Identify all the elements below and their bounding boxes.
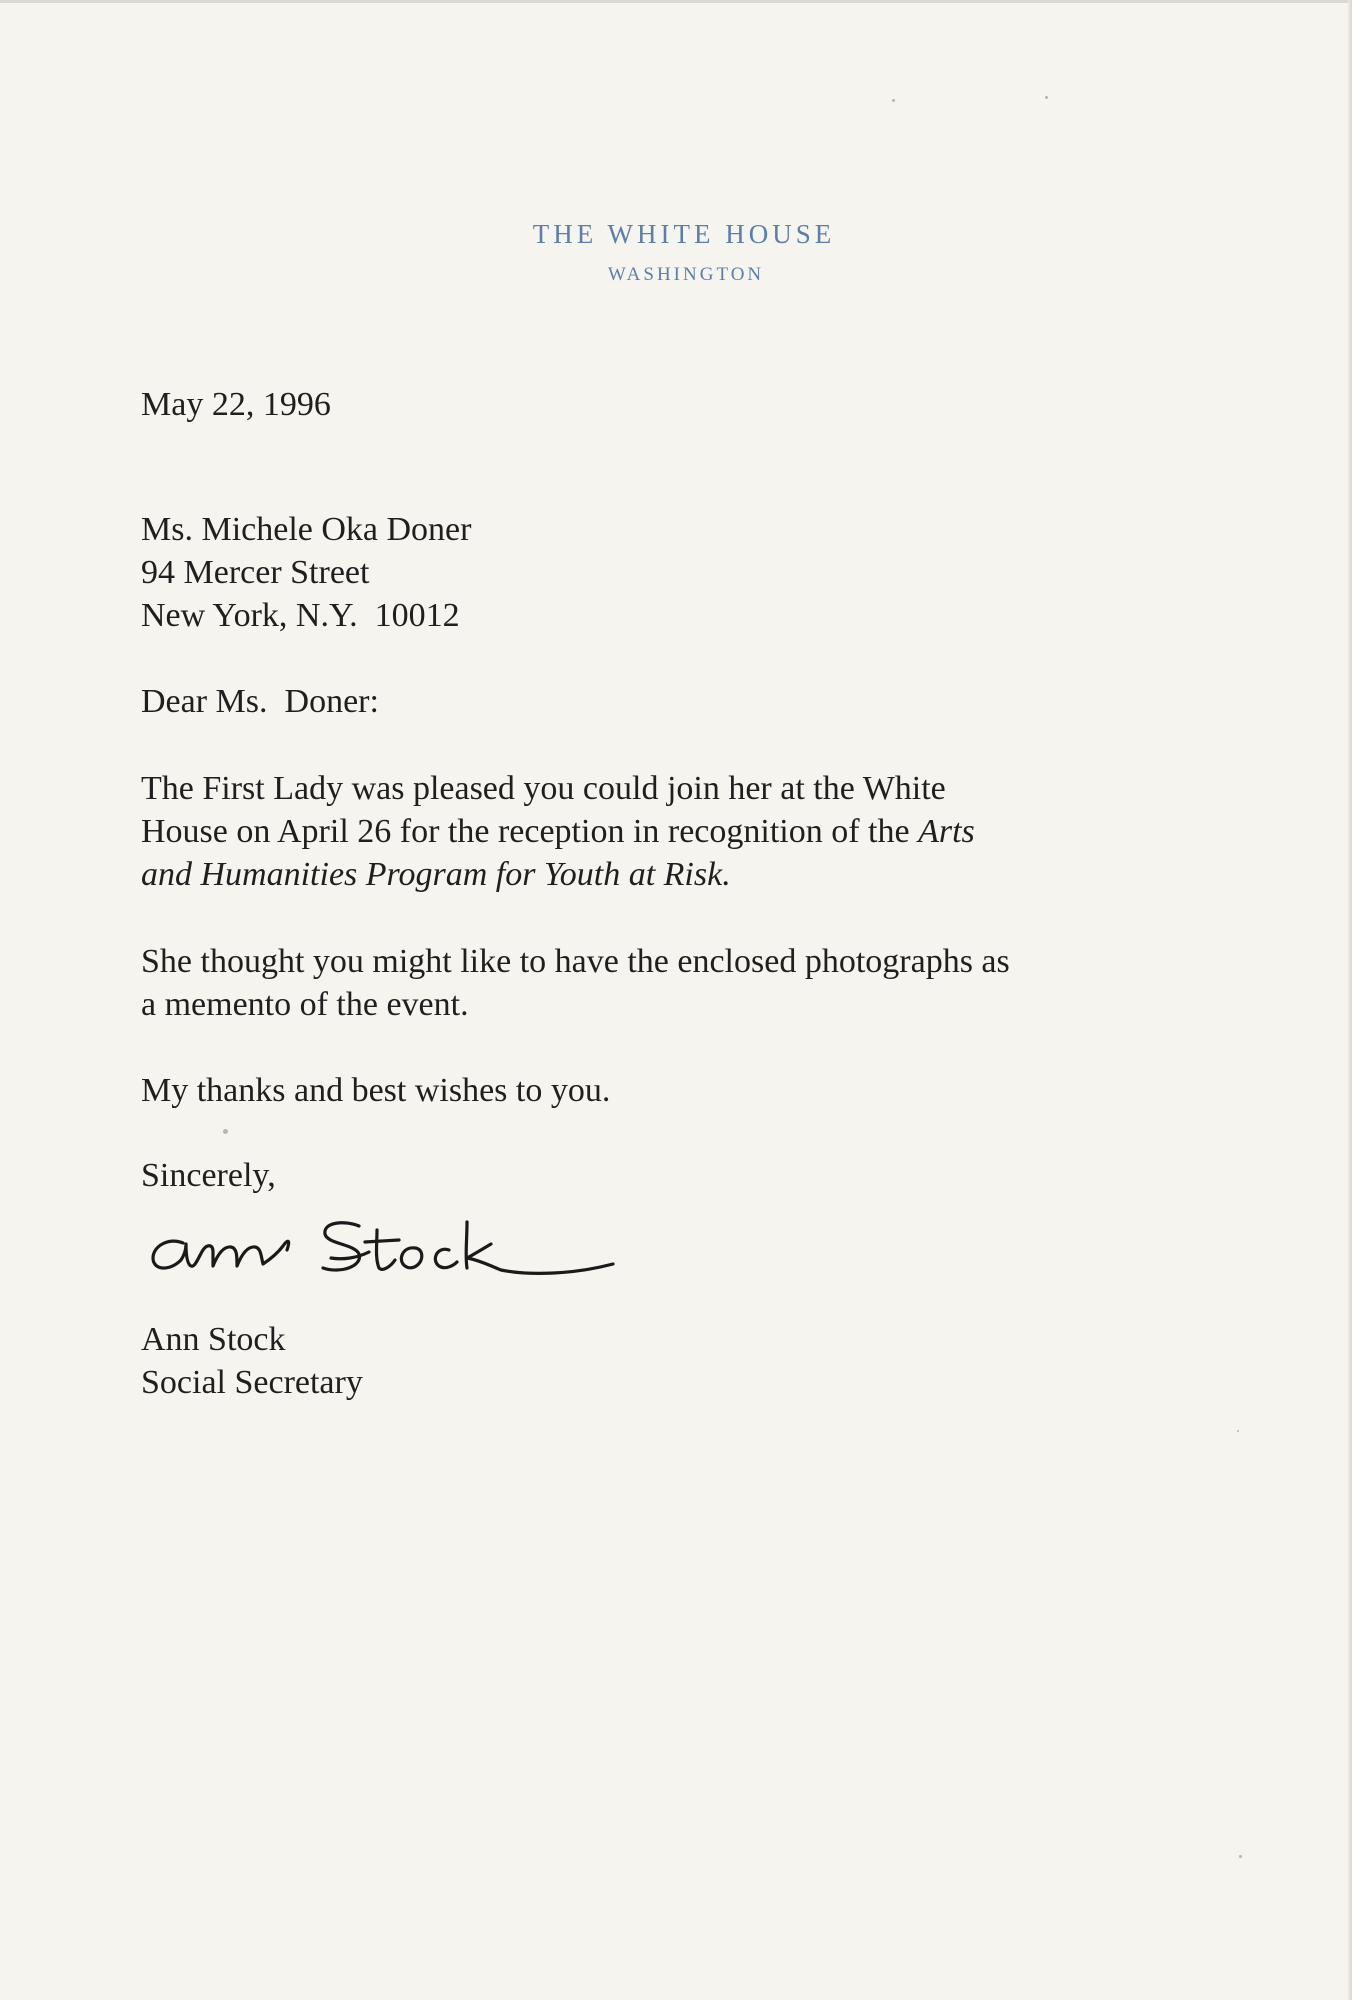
paragraph-3: My thanks and best wishes to you.	[141, 1072, 611, 1109]
signer-title: Social Secretary	[141, 1364, 363, 1401]
paper-right-edge	[1348, 0, 1352, 2000]
paragraph-1-line-3	[141, 854, 731, 896]
letter-date: May 22, 1996	[141, 386, 331, 423]
signer-name: Ann Stock	[141, 1321, 286, 1358]
recipient-name: Ms. Michele Oka Doner	[141, 511, 472, 548]
paragraph-1-line-1: The First Lady was pleased you could join her at the White	[141, 770, 946, 807]
paragraph-1-line-2-text: House on April 26 for the reception in recognition of the	[141, 813, 919, 850]
signature-image	[145, 1198, 635, 1308]
paper-speck	[892, 99, 895, 102]
salutation: Dear Ms. Doner:	[141, 683, 379, 720]
closing: Sincerely,	[141, 1157, 276, 1194]
paper-speck	[223, 1129, 228, 1134]
paragraph-2-line-2: a memento of the event.	[141, 986, 469, 1023]
paper-speck	[1045, 96, 1048, 99]
recipient-city: New York, N.Y. 10012	[141, 597, 460, 634]
letterhead-title: THE WHITE HOUSE	[532, 219, 836, 249]
program-name-start: Arts	[918, 813, 975, 850]
paper-top-edge	[0, 0, 1352, 3]
letterhead-subtitle: WASHINGTON	[607, 264, 765, 285]
program-name-end: and Humanities Program for Youth at Risk.	[141, 856, 731, 893]
paper-speck	[1239, 1855, 1242, 1858]
paragraph-1-line-2	[141, 811, 975, 853]
paper-speck	[1237, 1430, 1239, 1432]
paragraph-2-line-1: She thought you might like to have the enclosed photographs as	[141, 943, 1010, 980]
recipient-street: 94 Mercer Street	[141, 554, 370, 591]
